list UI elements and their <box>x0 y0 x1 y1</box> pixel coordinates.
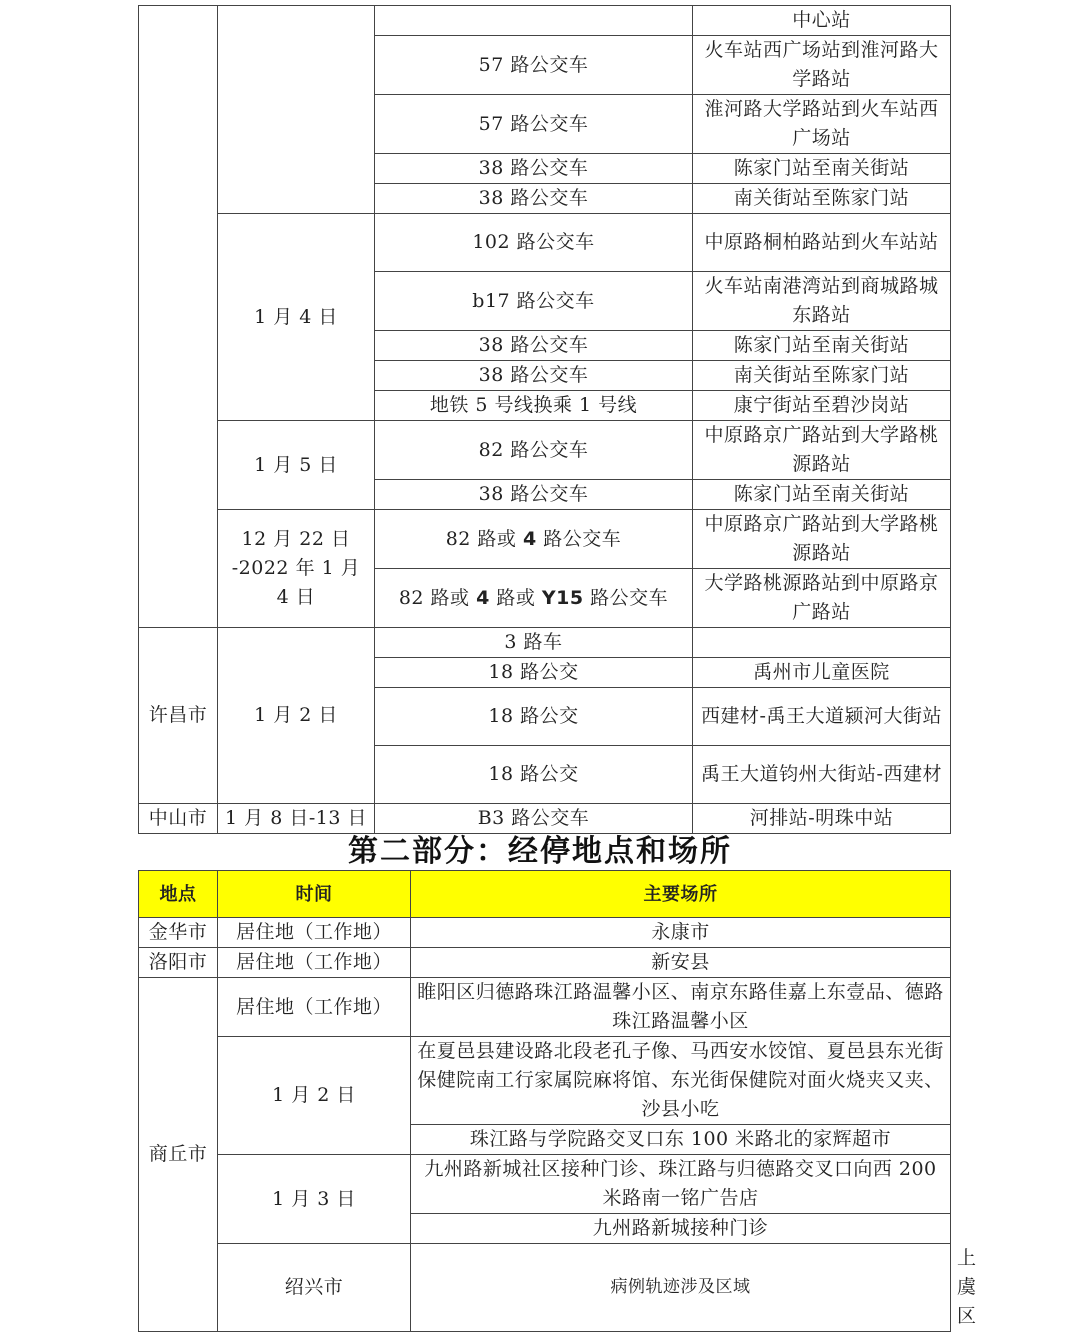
route-text: 路公交车 <box>536 527 622 550</box>
venue-cell: 珠江路与学院路交叉口东 100 米路北的家辉超市 <box>411 1125 951 1155</box>
route-number: 4 <box>522 527 537 550</box>
section-cell: 康宁街站至碧沙岗站 <box>693 391 951 421</box>
city-cell: 金华市 <box>139 918 218 948</box>
route-cell <box>375 510 693 569</box>
section-cell: 陈家门站至南关街站 <box>693 154 951 184</box>
route-cell: 82 路公交车 <box>375 421 693 480</box>
time-cell: 居住地（工作地） <box>218 918 411 948</box>
section-cell: 中原路京广路站到大学路桃源路站 <box>693 510 951 569</box>
transit-table <box>138 5 951 834</box>
route-number: Y15 <box>541 586 584 609</box>
date-cell: 1 月 2 日 <box>218 628 375 804</box>
section-cell: 陈家门站至南关街站 <box>693 480 951 510</box>
section-cell: 大学路桃源路站到中原路京广路站 <box>693 569 951 628</box>
route-cell: 18 路公交 <box>375 688 693 746</box>
date-cell: 1 月 8 日-13 日 <box>218 804 375 834</box>
city-cell: 中山市 <box>139 804 218 834</box>
date-cell: 1 月 4 日 <box>218 214 375 421</box>
section-cell: 西建材-禹王大道颍河大街站 <box>693 688 951 746</box>
date-cell <box>218 6 375 214</box>
section-cell: 火车站南港湾站到商城路城东路站 <box>693 272 951 331</box>
route-text: 82 路或 <box>398 586 477 609</box>
route-cell: 38 路公交车 <box>375 480 693 510</box>
section-cell: 中原路京广路站到大学路桃源路站 <box>693 421 951 480</box>
section-cell: 中心站 <box>693 6 951 36</box>
route-cell: 57 路公交车 <box>375 95 693 154</box>
city-cell: 许昌市 <box>139 628 218 804</box>
time-cell: 1 月 3 日 <box>218 1155 411 1244</box>
route-cell: 57 路公交车 <box>375 36 693 95</box>
time-cell: 居住地（工作地） <box>218 948 411 978</box>
time-cell: 居住地（工作地） <box>218 978 411 1037</box>
time-cell: 1 月 2 日 <box>218 1037 411 1155</box>
time-cell: 病例轨迹涉及区域 <box>411 1244 951 1332</box>
route-text: 82 路或 <box>445 527 523 550</box>
route-cell: 18 路公交 <box>375 658 693 688</box>
route-cell: b17 路公交车 <box>375 272 693 331</box>
route-text: 路公交车 <box>583 586 669 609</box>
venue-cell: 在夏邑县建设路北段老孔子像、马西安水饺馆、夏邑县东光街保健院南工行家属院麻将馆、东光街保健院对面火烧夹又夹、沙县小吃 <box>411 1037 951 1125</box>
section-cell: 禹州市儿童医院 <box>693 658 951 688</box>
route-cell: 地铁 5 号线换乘 1 号线 <box>375 391 693 421</box>
date-cell: 12 月 22 日 -2022 年 1 月 4 日 <box>218 510 375 628</box>
route-cell: 38 路公交车 <box>375 331 693 361</box>
section-heading: 第二部分：经停地点和场所 <box>348 834 732 869</box>
city-cell <box>139 6 218 628</box>
city-cell: 商丘市 <box>139 978 218 1332</box>
date-cell: 1 月 5 日 <box>218 421 375 510</box>
city-cell: 绍兴市 <box>218 1244 411 1332</box>
venue-cell: 九州路新城接种门诊 <box>411 1214 951 1244</box>
venues-table: 地点 时间 主要场所 金华市 居住地（工作地） 永康市 洛阳市 居住地（工作地） 新安县 商丘市 居住地（工作地） 睢阳区归德路珠江路温馨小区、南京东路佳嘉上东壹品、德路珠江路温馨小区 1 月 2 日 在夏邑县建设路北段老孔子像、马西安水饺馆、夏邑县东光街保健院南工行家属院麻将馆、东光街保健院对面火烧夹又夹、沙县小吃 珠江路与学院路交叉口东 100 米路北的家辉超市 1 月 3 日 九州路新城社区接种门诊、珠江路与归德路交叉口向西 200 米路南一铭广告店 九州路新城接种门诊 绍兴市 病例轨迹涉及区域 上虞区 <box>138 870 951 1332</box>
route-number: 4 <box>476 586 490 609</box>
section-cell: 河排站-明珠中站 <box>693 804 951 834</box>
section-cell: 南关街站至陈家门站 <box>693 184 951 214</box>
route-cell: 38 路公交车 <box>375 184 693 214</box>
route-cell: 18 路公交 <box>375 746 693 804</box>
venue-cell: 永康市 <box>411 918 951 948</box>
route-cell: 38 路公交车 <box>375 154 693 184</box>
route-cell: 3 路车 <box>375 628 693 658</box>
header-place: 地点 <box>139 871 218 918</box>
route-cell <box>375 6 693 36</box>
header-time: 时间 <box>218 871 411 918</box>
venue-cell: 九州路新城社区接种门诊、珠江路与归德路交叉口向西 200 米路南一铭广告店 <box>411 1155 951 1214</box>
section-cell: 淮河路大学路站到火车站西广场站 <box>693 95 951 154</box>
city-cell: 洛阳市 <box>139 948 218 978</box>
route-cell <box>375 569 693 628</box>
route-cell: 38 路公交车 <box>375 361 693 391</box>
route-cell: 102 路公交车 <box>375 214 693 272</box>
route-text: 路或 <box>489 586 542 609</box>
route-cell: B3 路公交车 <box>375 804 693 834</box>
venue-cell: 新安县 <box>411 948 951 978</box>
venue-cell: 睢阳区归德路珠江路温馨小区、南京东路佳嘉上东壹品、德路珠江路温馨小区 <box>411 978 951 1037</box>
section-cell: 禹王大道钧州大街站-西建材 <box>693 746 951 804</box>
section-cell: 南关街站至陈家门站 <box>693 361 951 391</box>
header-venue: 主要场所 <box>411 871 951 918</box>
section-cell <box>693 628 951 658</box>
section-cell: 陈家门站至南关街站 <box>693 331 951 361</box>
section-cell: 火车站西广场站到淮河路大学路站 <box>693 36 951 95</box>
section-cell: 中原路桐柏路站到火车站站 <box>693 214 951 272</box>
